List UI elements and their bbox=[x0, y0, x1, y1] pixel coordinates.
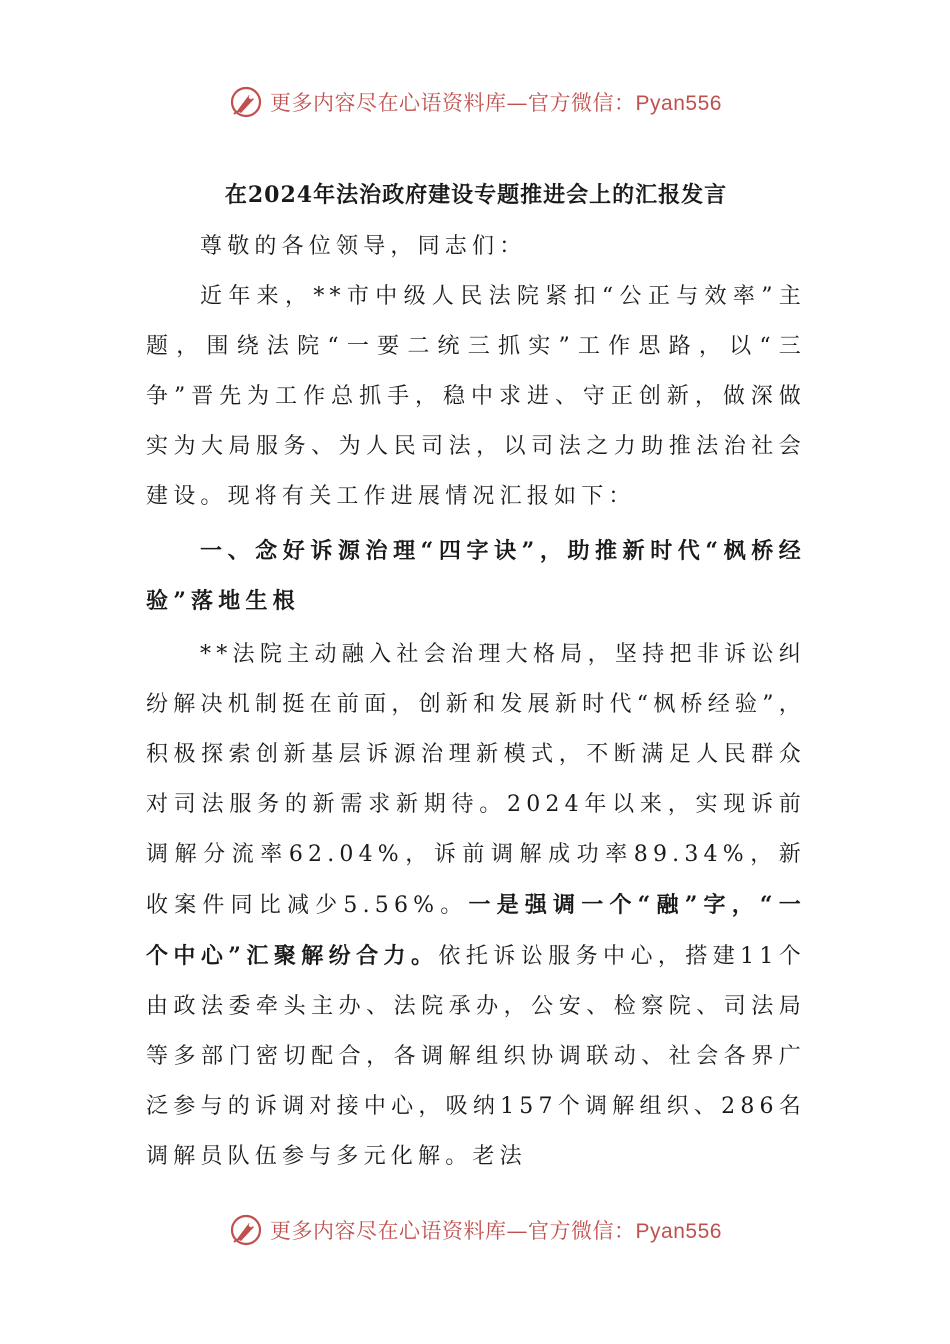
section-1-heading: 一、念好诉源治理“四字诀”，助推新时代“枫桥经验”落地生根 bbox=[146, 538, 806, 614]
section-1-text: **法院主动融入社会治理大格局，坚持把非诉讼纠纷解决机制挺在前面，创新和发展新时代“枫桥经验”，积极探索创新基层诉源治理新模式，不断满足人民群众对司法服务的新需求新期待。2024年以来，实现诉前调解分流率62.04%，诉前调解成功率89.34%，新收案件同比减少5.56%。 bbox=[146, 642, 806, 918]
salutation: 尊敬的各位领导，同志们： bbox=[200, 234, 527, 259]
banner-brand-text: 更多内容尽在心语资料库 bbox=[270, 1219, 507, 1243]
document-body bbox=[146, 172, 806, 1182]
banner-contact-label: 官方微信： bbox=[528, 91, 636, 115]
section-1-bold-point: 一是强调一个“融”字，“一个中心”汇聚解纷合力。 bbox=[146, 892, 806, 969]
section-1-text-tail: 依托诉讼服务中心，搭建11个由政法委牵头主办、法院承办，公安、检察院、司法局等多部门密切配合，各调解组织协调联动、社会各界广泛参与的诉调对接中心，吸纳157个调解组织、286名调解员队伍参与多元化解。老法 bbox=[146, 944, 807, 1169]
pen-nib-circle-icon bbox=[228, 1212, 264, 1248]
banner-contact-label: 官方微信： bbox=[528, 1219, 636, 1243]
document-title: 在2024年法治政府建设专题推进会上的汇报发言 bbox=[224, 182, 728, 208]
banner-separator: — bbox=[506, 91, 529, 115]
pen-nib-circle-icon bbox=[228, 84, 264, 120]
banner-contact-id: Pyan556 bbox=[635, 92, 722, 115]
banner-brand-text: 更多内容尽在心语资料库 bbox=[270, 91, 507, 115]
footer-watermark-banner bbox=[0, 1210, 950, 1250]
header-watermark-banner bbox=[0, 82, 950, 122]
intro-paragraph: 近年来，**市中级人民法院紧扣“公正与效率”主题，围绕法院“一要二统三抓实”工作思路，以“三争”晋先为工作总抓手，稳中求进、守正创新，做深做实为大局服务、为人民司法，以司法之力助推法治社会建设。现将有关工作进展情况汇报如下： bbox=[146, 284, 806, 509]
section-1-paragraph bbox=[146, 630, 806, 1182]
banner-contact-id: Pyan556 bbox=[635, 1220, 722, 1243]
banner-separator: — bbox=[506, 1219, 529, 1243]
